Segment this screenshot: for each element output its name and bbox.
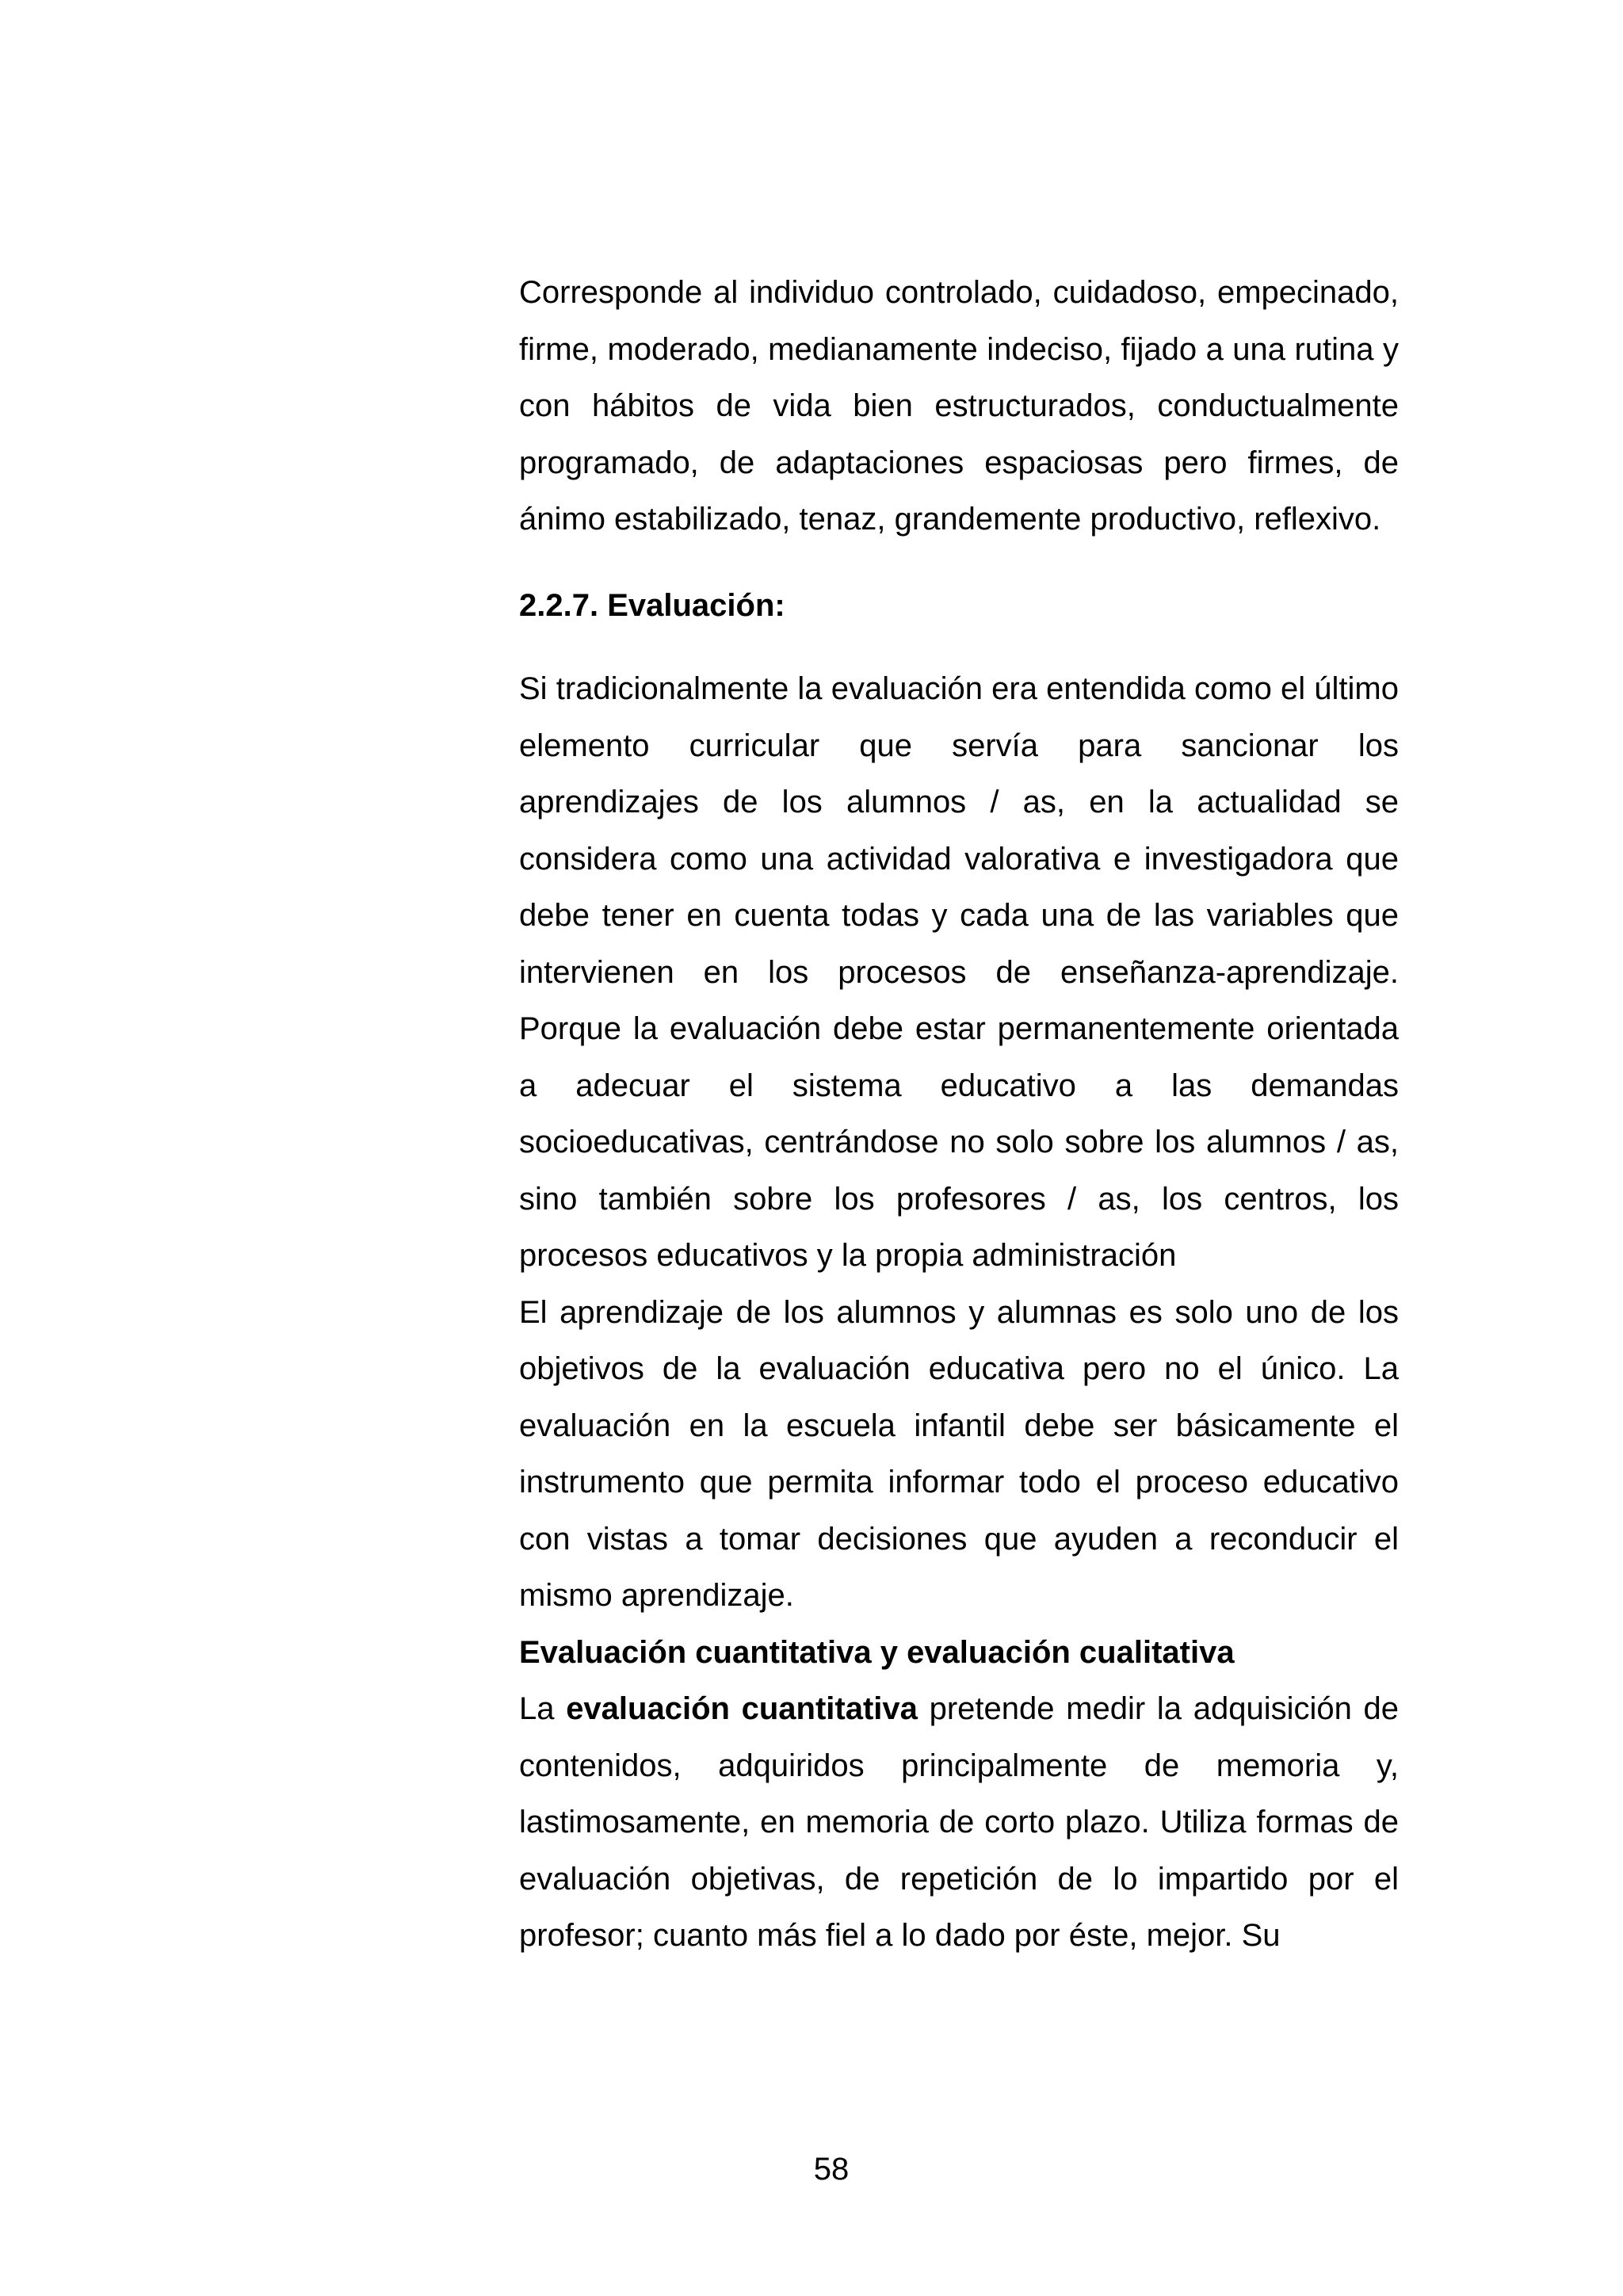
- subheading-quantitative-qualitative: Evaluación cuantitativa y evaluación cualitativa: [519, 1634, 1235, 1670]
- section-heading-evaluacion: 2.2.7. Evaluación:: [519, 587, 785, 623]
- paragraph-rest-text: pretende medir la adquisición de contenidos, adquiridos principalmente de memoria y, lastimosamente, en memoria de corto plazo. Utiliza formas de evaluación objetivas, de repetición de lo impartido por el profesor; cuanto más fiel a lo dado por éste, mejor. Su: [519, 1691, 1400, 1953]
- paragraph-lead-text: La: [519, 1691, 567, 1726]
- page-body: [519, 265, 1399, 1965]
- paragraph-personality-description: Corresponde al individuo controlado, cuidadoso, empecinado, firme, moderado, medianamente indeciso, fijado a una rutina y con hábitos de vida bien estructurados, conductualmente programado, de adaptaciones espaciosas pero firmes, de ánimo estabilizado, tenaz, grandemente productivo, reflexivo.: [519, 275, 1399, 537]
- paragraph-quantitative-evaluation: [519, 1681, 1399, 1965]
- bold-term-evaluacion-cuantitativa: evaluación cuantitativa: [566, 1691, 918, 1726]
- paragraph-learning-objectives: El aprendizaje de los alumnos y alumnas es solo uno de los objetivos de la evaluación educativa pero no el único. La evaluación en la escuela infantil debe ser básicamente el instrumento que permita informar todo el proceso educativo con vistas a tomar decisiones que ayuden a reconducir el mismo aprendizaje.: [519, 1294, 1399, 1613]
- paragraph-evaluation-intro: Si tradicionalmente la evaluación era entendida como el último elemento curricular que servía para sancionar los aprendizajes de los alumnos / as, en la actualidad se considera como una actividad valorativa e investigadora que debe tener en cuenta todas y cada una de las variables que intervienen en los procesos de enseñanza-aprendizaje. Porque la evaluación debe estar permanentemente orientada a adecuar el sistema educativo a las demandas socioeducativas, centrándose no solo sobre los alumnos / as, sino también sobre los profesores / as, los centros, los procesos educativos y la propia administración: [519, 671, 1399, 1273]
- page-number: 58: [813, 2152, 850, 2187]
